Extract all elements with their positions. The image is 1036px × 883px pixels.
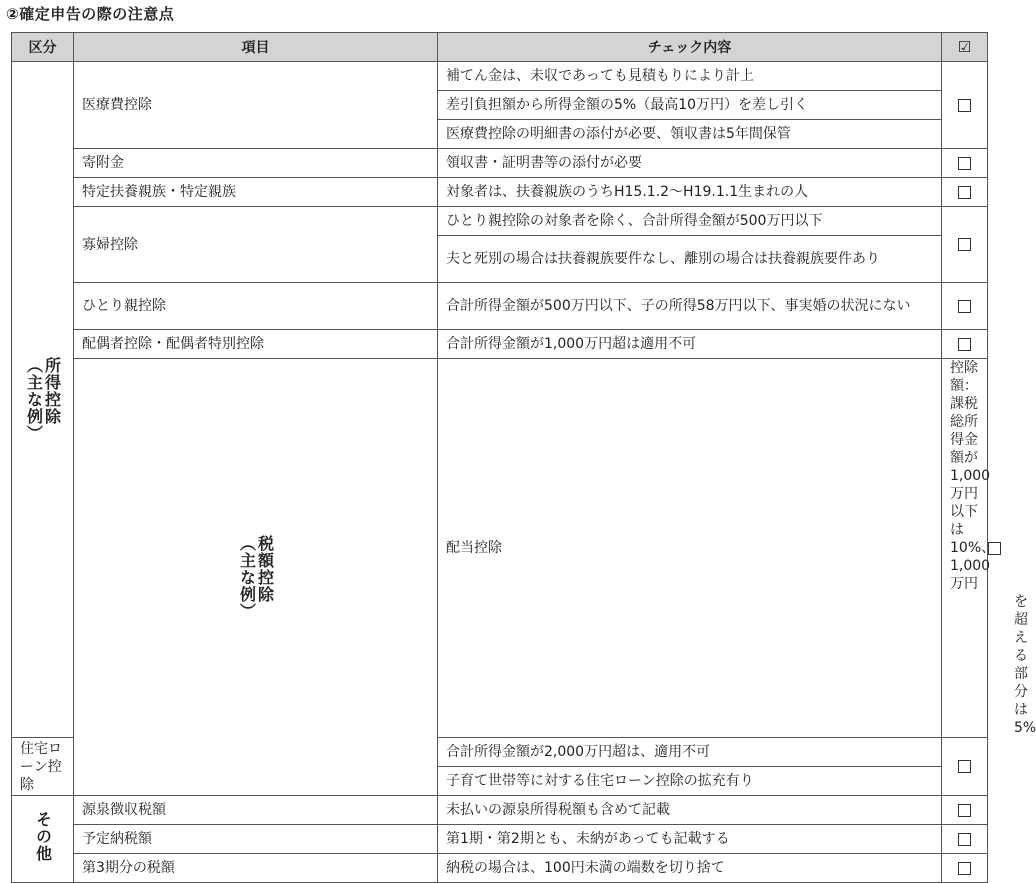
table-row (12, 62, 988, 91)
item-spouse: 配偶者控除・配偶者特別控除 (74, 330, 438, 359)
page-title: ②確定申告の際の注意点 (6, 5, 175, 23)
content-cell: 合計所得金額が2,000万円超は、適用不可 (438, 738, 942, 767)
header-row (12, 33, 988, 62)
group-other (12, 796, 74, 883)
content-cell: 第1期・第2期とも、未納があっても記載する (438, 825, 942, 854)
content-cell: 子育て世帯等に対する住宅ローン控除の拡充有り (438, 767, 942, 796)
checkbox-icon (958, 338, 971, 351)
item-housing: 住宅ローン控除 (12, 738, 74, 796)
checkbox-icon (958, 300, 971, 313)
checkbox-icon (988, 542, 1001, 555)
item-medical: 医療費控除 (74, 62, 438, 149)
content-cell: 補てん金は、未収であっても見積もりにより計上 (438, 62, 942, 91)
checkbox-donation[interactable] (942, 149, 988, 178)
table-row (12, 825, 988, 854)
content-cell (942, 359, 1036, 738)
checkbox-spouse[interactable] (942, 330, 988, 359)
header-item: 項目 (74, 33, 438, 62)
item-donation: 寄附金 (74, 149, 438, 178)
item-third-term: 第3期分の税額 (74, 854, 438, 883)
checkbox-medical[interactable] (942, 62, 988, 149)
checkbox-icon (958, 238, 971, 251)
item-dividend: 配当控除 (438, 359, 942, 738)
group-income-deduction (12, 62, 74, 738)
header-check-icon: ☑ (942, 33, 988, 62)
content-cell: 合計所得金額が1,000万円超は適用不可 (438, 330, 942, 359)
content-cell: 合計所得金額が500万円以下、子の所得58万円以下、事実婚の状況にない (438, 283, 942, 330)
checklist-table (11, 32, 1036, 883)
table-row (12, 149, 988, 178)
checkbox-icon (958, 99, 971, 112)
table-row (12, 207, 988, 236)
group-tax-credit (74, 359, 438, 796)
item-widow: 寡婦控除 (74, 207, 438, 283)
checkbox-widow[interactable] (942, 207, 988, 283)
item-withholding: 源泉徴収税額 (74, 796, 438, 825)
content-cell: 未払いの源泉所得税額も含めて記載 (438, 796, 942, 825)
table-row (12, 283, 988, 330)
header-content: チェック内容 (438, 33, 942, 62)
content-cell: 納税の場合は、100円未満の端数を切り捨て (438, 854, 942, 883)
table-row (12, 796, 988, 825)
group-income-sublabel: （主な例） (24, 357, 44, 442)
content-cell: 差引負担額から所得金額の5%（最高10万円）を差し引く (438, 91, 942, 120)
checkbox-icon (958, 833, 971, 846)
content-cell: 領収書・証明書等の添付が必要 (438, 149, 942, 178)
table-row (12, 330, 988, 359)
checkbox-icon (958, 862, 971, 875)
checkbox-withholding[interactable] (942, 796, 988, 825)
checkbox-housing[interactable] (942, 738, 988, 796)
content-cell: ひとり親控除の対象者を除く、合計所得金額が500万円以下 (438, 207, 942, 236)
content-line: を超える部分は5% (1014, 594, 1036, 736)
item-dependents: 特定扶養親族・特定親族 (74, 178, 438, 207)
checkbox-third-term[interactable] (942, 854, 988, 883)
checkbox-icon (958, 157, 971, 170)
table-row (12, 854, 988, 883)
header-category: 区分 (12, 33, 74, 62)
table-row (12, 178, 988, 207)
checkbox-single-parent[interactable] (942, 283, 988, 330)
checkbox-icon (958, 760, 971, 773)
checkbox-prepaid[interactable] (942, 825, 988, 854)
content-cell: 対象者は、扶養親族のうちH15.1.2〜H19.1.1生まれの人 (438, 178, 942, 207)
checkbox-icon (958, 804, 971, 817)
checkbox-icon (958, 186, 971, 199)
checkbox-dependents[interactable] (942, 178, 988, 207)
item-single-parent: ひとり親控除 (74, 283, 438, 330)
group-tax-label: 税額控除 (255, 534, 275, 603)
group-income-label: 所得控除 (42, 357, 62, 425)
content-line: 控除額：課税総所得金額が1,000万円以下は10%、1,000万円 (950, 360, 996, 592)
content-cell: 夫と死別の場合は扶養親族要件なし、離別の場合は扶養親族要件あり (438, 236, 942, 283)
group-tax-sublabel: （主な例） (237, 534, 257, 620)
item-prepaid: 予定納税額 (74, 825, 438, 854)
group-other-label: その他 (33, 811, 53, 862)
content-cell: 医療費控除の明細書の添付が必要、領収書は5年間保管 (438, 120, 942, 149)
table-row (12, 359, 988, 738)
